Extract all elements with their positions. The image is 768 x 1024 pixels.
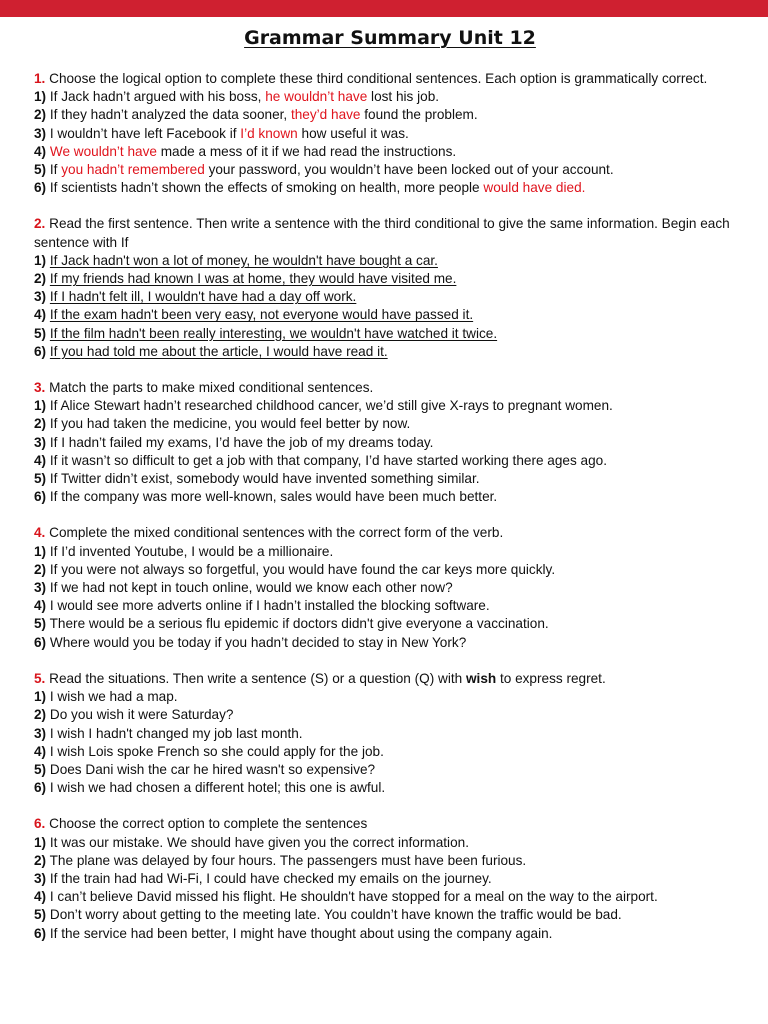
- section-5-instruction: [34, 670, 738, 688]
- section-6: [34, 815, 738, 942]
- sentence: If I’d invented Youtube, I would be a millionaire.: [49, 543, 334, 559]
- sentence: If we had not kept in touch online, would we know each other now?: [49, 580, 453, 596]
- list-item: [34, 743, 738, 761]
- list-item: [34, 143, 738, 161]
- sentence: If Twitter didn’t exist, somebody would have invented something similar.: [49, 471, 480, 487]
- highlighted-answer: they’d have: [290, 107, 361, 123]
- item-number: 4): [34, 143, 47, 159]
- section-number: 2.: [34, 216, 46, 232]
- page-title: Grammar Summary Unit 12: [244, 27, 536, 49]
- list-item: [34, 88, 738, 106]
- item-number: 4): [34, 598, 47, 614]
- list-item: [34, 106, 738, 124]
- sentence: If Alice Stewart hadn’t researched childhood cancer, we’d still give X-rays to pregnant women.: [49, 398, 613, 414]
- instruction-text: Choose the correct option to complete the sentences: [49, 816, 368, 832]
- item-number: 1): [34, 252, 47, 268]
- list-item: [34, 615, 738, 633]
- item-number: 4): [34, 743, 47, 759]
- item-number: 5): [34, 616, 47, 632]
- sentence: The plane was delayed by four hours. The passengers must have been furious.: [49, 852, 527, 868]
- sentence: If you had taken the medicine, you would feel better by now.: [49, 416, 411, 432]
- section-3: [34, 379, 738, 506]
- instruction-text: Read the first sentence. Then write a sentence with the third conditional to give the same information. Begin each sentence with If: [34, 216, 734, 250]
- sentence: I wish we had chosen a different hotel; this one is awful.: [49, 780, 386, 796]
- sentence: Do you wish it were Saturday?: [49, 707, 234, 723]
- item-number: 5): [34, 761, 47, 777]
- sentence: If I hadn’t failed my exams, I’d have the job of my dreams today.: [49, 434, 434, 450]
- item-number: 2): [34, 561, 47, 577]
- list-item: [34, 888, 738, 906]
- item-number: 6): [34, 343, 47, 359]
- sentence: I wish I hadn't changed my job last month.: [49, 725, 303, 741]
- list-item: [34, 452, 738, 470]
- highlighted-answer: he wouldn’t have: [265, 89, 368, 105]
- item-number: 2): [34, 852, 47, 868]
- list-item: [34, 925, 738, 943]
- sentence-part: how useful it was.: [297, 125, 409, 141]
- list-item: [34, 579, 738, 597]
- sentence: If the company was more well-known, sales would have been much better.: [49, 489, 498, 505]
- sentence: I would see more adverts online if I hadn’t installed the blocking software.: [49, 598, 490, 614]
- sentence: I wish Lois spoke French so she could apply for the job.: [49, 743, 384, 759]
- sentence-part: If Jack hadn’t argued with his boss,: [49, 89, 266, 105]
- item-number: 6): [34, 634, 47, 650]
- sentence: Don’t worry about getting to the meeting late. You couldn’t have known the traffic would be bad.: [49, 907, 622, 923]
- section-number: 3.: [34, 380, 46, 396]
- item-number: 3): [34, 580, 47, 596]
- sentence: If it wasn’t so difficult to get a job with that company, I’d have started working there ages ago.: [49, 452, 608, 468]
- section-number: 6.: [34, 816, 46, 832]
- list-item: [34, 688, 738, 706]
- sentence: If you were not always so forgetful, you would have found the car keys more quickly.: [49, 561, 556, 577]
- sentence: Where would you be today if you hadn’t decided to stay in New York?: [49, 634, 467, 650]
- list-item: [34, 597, 738, 615]
- item-number: 1): [34, 398, 47, 414]
- item-number: 5): [34, 471, 47, 487]
- answer-sentence: If Jack hadn't won a lot of money, he wouldn't have bought a car.: [49, 252, 438, 268]
- list-item: [34, 470, 738, 488]
- item-number: 5): [34, 907, 47, 923]
- section-2-instruction: [34, 215, 738, 251]
- section-5: [34, 670, 738, 797]
- instruction-text: Match the parts to make mixed conditional sentences.: [49, 380, 374, 396]
- item-number: 2): [34, 707, 47, 723]
- item-number: 6): [34, 925, 47, 941]
- highlighted-answer: you hadn’t remembered: [61, 162, 205, 178]
- sentence-part: lost his job.: [367, 89, 440, 105]
- list-item: [34, 288, 738, 306]
- list-item: [34, 179, 738, 197]
- item-number: 1): [34, 543, 47, 559]
- item-number: 2): [34, 271, 47, 287]
- answer-sentence: If you had told me about the article, I would have read it.: [49, 343, 388, 359]
- top-accent-bar: [0, 0, 768, 17]
- sentence: I can’t believe David missed his flight. He shouldn't have stopped for a meal on the way to the airport.: [49, 889, 658, 905]
- list-item: [34, 634, 738, 652]
- item-number: 6): [34, 489, 47, 505]
- instruction-text: Choose the logical option to complete these third conditional sentences. Each option is grammatically correct.: [49, 71, 708, 86]
- item-number: 3): [34, 125, 47, 141]
- instruction-text: Complete the mixed conditional sentences with the correct form of the verb.: [49, 525, 504, 541]
- item-number: 1): [34, 89, 47, 105]
- section-number: 1.: [34, 71, 46, 86]
- list-item: [34, 779, 738, 797]
- list-item: [34, 852, 738, 870]
- item-number: 1): [34, 689, 47, 705]
- list-item: [34, 252, 738, 270]
- list-item: [34, 325, 738, 343]
- sentence: Does Dani wish the car he hired wasn't so expensive?: [49, 761, 376, 777]
- list-item: [34, 397, 738, 415]
- sentence: There would be a serious flu epidemic if doctors didn't give everyone a vaccination.: [49, 616, 549, 632]
- list-item: [34, 434, 738, 452]
- item-number: 4): [34, 889, 47, 905]
- list-item: [34, 725, 738, 743]
- item-number: 2): [34, 107, 47, 123]
- section-4-instruction: [34, 524, 738, 542]
- list-item: [34, 906, 738, 924]
- answer-sentence: If the exam hadn't been very easy, not everyone would have passed it.: [49, 307, 474, 323]
- list-item: [34, 488, 738, 506]
- instruction-text: to express regret.: [496, 670, 606, 686]
- sentence: It was our mistake. We should have given you the correct information.: [49, 834, 469, 850]
- list-item: [34, 415, 738, 433]
- section-number: 5.: [34, 670, 46, 686]
- worksheet: [34, 26, 738, 961]
- section-3-instruction: [34, 379, 738, 397]
- sentence-part: If: [49, 162, 62, 178]
- answer-sentence: If the film hadn't been really interesting, we wouldn't have watched it twice.: [49, 325, 498, 341]
- section-6-instruction: [34, 815, 738, 833]
- sentence-part: I wouldn’t have left Facebook if: [49, 125, 241, 141]
- item-number: 3): [34, 289, 47, 305]
- list-item: [34, 161, 738, 179]
- list-item: [34, 870, 738, 888]
- item-number: 3): [34, 870, 47, 886]
- instruction-text: Read the situations. Then write a sentence (S) or a question (Q) with: [49, 670, 466, 686]
- item-number: 1): [34, 834, 47, 850]
- list-item: [34, 761, 738, 779]
- item-number: 3): [34, 725, 47, 741]
- list-item: [34, 834, 738, 852]
- sentence: If the train had had Wi-Fi, I could have checked my emails on the journey.: [49, 870, 492, 886]
- sentence-part: made a mess of it if we had read the instructions.: [156, 143, 457, 159]
- answer-sentence: If I hadn't felt ill, I wouldn't have had a day off work.: [49, 289, 357, 305]
- highlighted-answer: I’d known: [240, 125, 298, 141]
- section-1-instruction: [34, 70, 738, 88]
- list-item: [34, 306, 738, 324]
- sentence-part: your password, you wouldn’t have been locked out of your account.: [204, 162, 614, 178]
- section-1: [34, 70, 738, 197]
- item-number: 3): [34, 434, 47, 450]
- item-number: 4): [34, 452, 47, 468]
- sentence-part: If scientists hadn’t shown the effects of smoking on health, more people: [49, 180, 484, 196]
- list-item: [34, 561, 738, 579]
- item-number: 4): [34, 307, 47, 323]
- highlighted-answer: We wouldn’t have: [49, 143, 157, 159]
- sentence-part: If they hadn’t analyzed the data sooner,: [49, 107, 291, 123]
- list-item: [34, 125, 738, 143]
- list-item: [34, 543, 738, 561]
- item-number: 6): [34, 180, 47, 196]
- highlighted-answer: would have died.: [483, 180, 586, 196]
- sentence: I wish we had a map.: [49, 689, 178, 705]
- item-number: 5): [34, 162, 47, 178]
- sentence-part: found the problem.: [360, 107, 478, 123]
- list-item: [34, 706, 738, 724]
- item-number: 2): [34, 416, 47, 432]
- instruction-keyword: wish: [465, 670, 497, 686]
- section-4: [34, 524, 738, 651]
- answer-sentence: If my friends had known I was at home, they would have visited me.: [49, 271, 457, 287]
- section-number: 4.: [34, 525, 46, 541]
- sentence: If the service had been better, I might have thought about using the company again.: [49, 925, 553, 941]
- list-item: [34, 270, 738, 288]
- list-item: [34, 343, 738, 361]
- item-number: 6): [34, 780, 47, 796]
- section-2: [34, 215, 738, 361]
- item-number: 5): [34, 325, 47, 341]
